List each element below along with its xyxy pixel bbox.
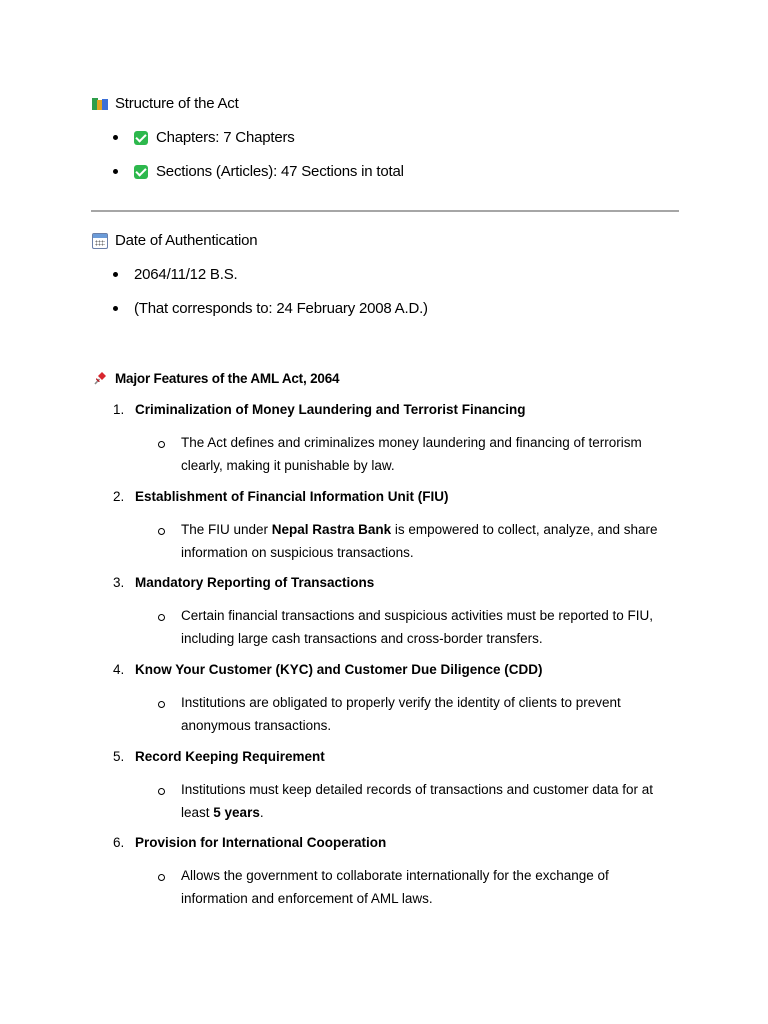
date-item-bs: 2064/11/12 B.S. bbox=[134, 266, 238, 283]
features-heading-text: Major Features of the AML Act, 2064 bbox=[115, 370, 340, 386]
structure-item-chapters: Chapters: 7 Chapters bbox=[156, 129, 295, 146]
feature-description bbox=[158, 779, 678, 824]
bullet-dot bbox=[113, 135, 118, 140]
feature-item bbox=[113, 835, 386, 850]
date-heading-text: Date of Authentication bbox=[115, 232, 258, 249]
feature-item bbox=[113, 749, 325, 764]
feature-description bbox=[158, 692, 678, 737]
structure-item-sections: Sections (Articles): 47 Sections in total bbox=[156, 163, 404, 180]
feature-item bbox=[113, 662, 543, 677]
feature-description-text: Institutions are obligated to properly verify the identity of clients to prevent anonymous transactions. bbox=[181, 695, 621, 733]
bullet-dot bbox=[113, 169, 118, 174]
check-mark-icon bbox=[134, 165, 148, 179]
bullet-circle bbox=[158, 788, 165, 795]
feature-description bbox=[158, 519, 678, 564]
feature-item bbox=[113, 402, 526, 417]
feature-description bbox=[158, 432, 678, 477]
feature-description bbox=[158, 865, 678, 910]
feature-description bbox=[158, 605, 678, 650]
feature-title: Record Keeping Requirement bbox=[135, 749, 325, 764]
structure-heading-text: Structure of the Act bbox=[115, 95, 239, 112]
books-icon bbox=[92, 96, 108, 112]
feature-number: 2. bbox=[113, 489, 125, 504]
bullet-circle bbox=[158, 441, 165, 448]
feature-description-text: The FIU under Nepal Rastra Bank is empowered to collect, analyze, and share information on suspicious transactions. bbox=[181, 522, 658, 560]
feature-number: 4. bbox=[113, 662, 125, 677]
emphasis-text: Nepal Rastra Bank bbox=[271, 522, 392, 537]
check-mark-icon bbox=[134, 131, 148, 145]
calendar-icon bbox=[92, 233, 108, 249]
list-item bbox=[113, 163, 404, 180]
list-item bbox=[113, 266, 237, 283]
horizontal-divider bbox=[91, 210, 679, 212]
feature-description-text: Institutions must keep detailed records of transactions and customer data for at least 5 years. bbox=[181, 782, 653, 820]
structure-heading bbox=[92, 95, 239, 112]
list-item bbox=[113, 129, 295, 146]
feature-title: Criminalization of Money Laundering and Terrorist Financing bbox=[135, 402, 526, 417]
feature-number: 5. bbox=[113, 749, 125, 764]
bullet-circle bbox=[158, 614, 165, 621]
bullet-dot bbox=[113, 272, 118, 277]
date-item-ad: (That corresponds to: 24 February 2008 A.D.) bbox=[134, 300, 428, 317]
feature-number: 6. bbox=[113, 835, 125, 850]
list-item bbox=[113, 300, 428, 317]
feature-description-text: Allows the government to collaborate internationally for the exchange of information and enforcement of AML laws. bbox=[181, 868, 609, 906]
feature-number: 1. bbox=[113, 402, 125, 417]
feature-title: Establishment of Financial Information Unit (FIU) bbox=[135, 489, 449, 504]
feature-title: Provision for International Cooperation bbox=[135, 835, 387, 850]
bullet-circle bbox=[158, 528, 165, 535]
feature-item bbox=[113, 575, 374, 590]
feature-description-text: The Act defines and criminalizes money laundering and financing of terrorism clearly, making it punishable by law. bbox=[181, 435, 642, 473]
feature-item bbox=[113, 489, 449, 504]
bullet-dot bbox=[113, 306, 118, 311]
feature-description-text: Certain financial transactions and suspicious activities must be reported to FIU, including large cash transactions and cross-border transfers. bbox=[181, 608, 653, 646]
pushpin-icon bbox=[92, 370, 108, 386]
features-heading bbox=[92, 370, 339, 386]
bullet-circle bbox=[158, 874, 165, 881]
feature-number: 3. bbox=[113, 575, 125, 590]
bullet-circle bbox=[158, 701, 165, 708]
feature-title: Know Your Customer (KYC) and Customer Due Diligence (CDD) bbox=[135, 662, 543, 677]
feature-title: Mandatory Reporting of Transactions bbox=[135, 575, 375, 590]
date-heading bbox=[92, 232, 257, 249]
emphasis-text: 5 years bbox=[213, 804, 260, 820]
